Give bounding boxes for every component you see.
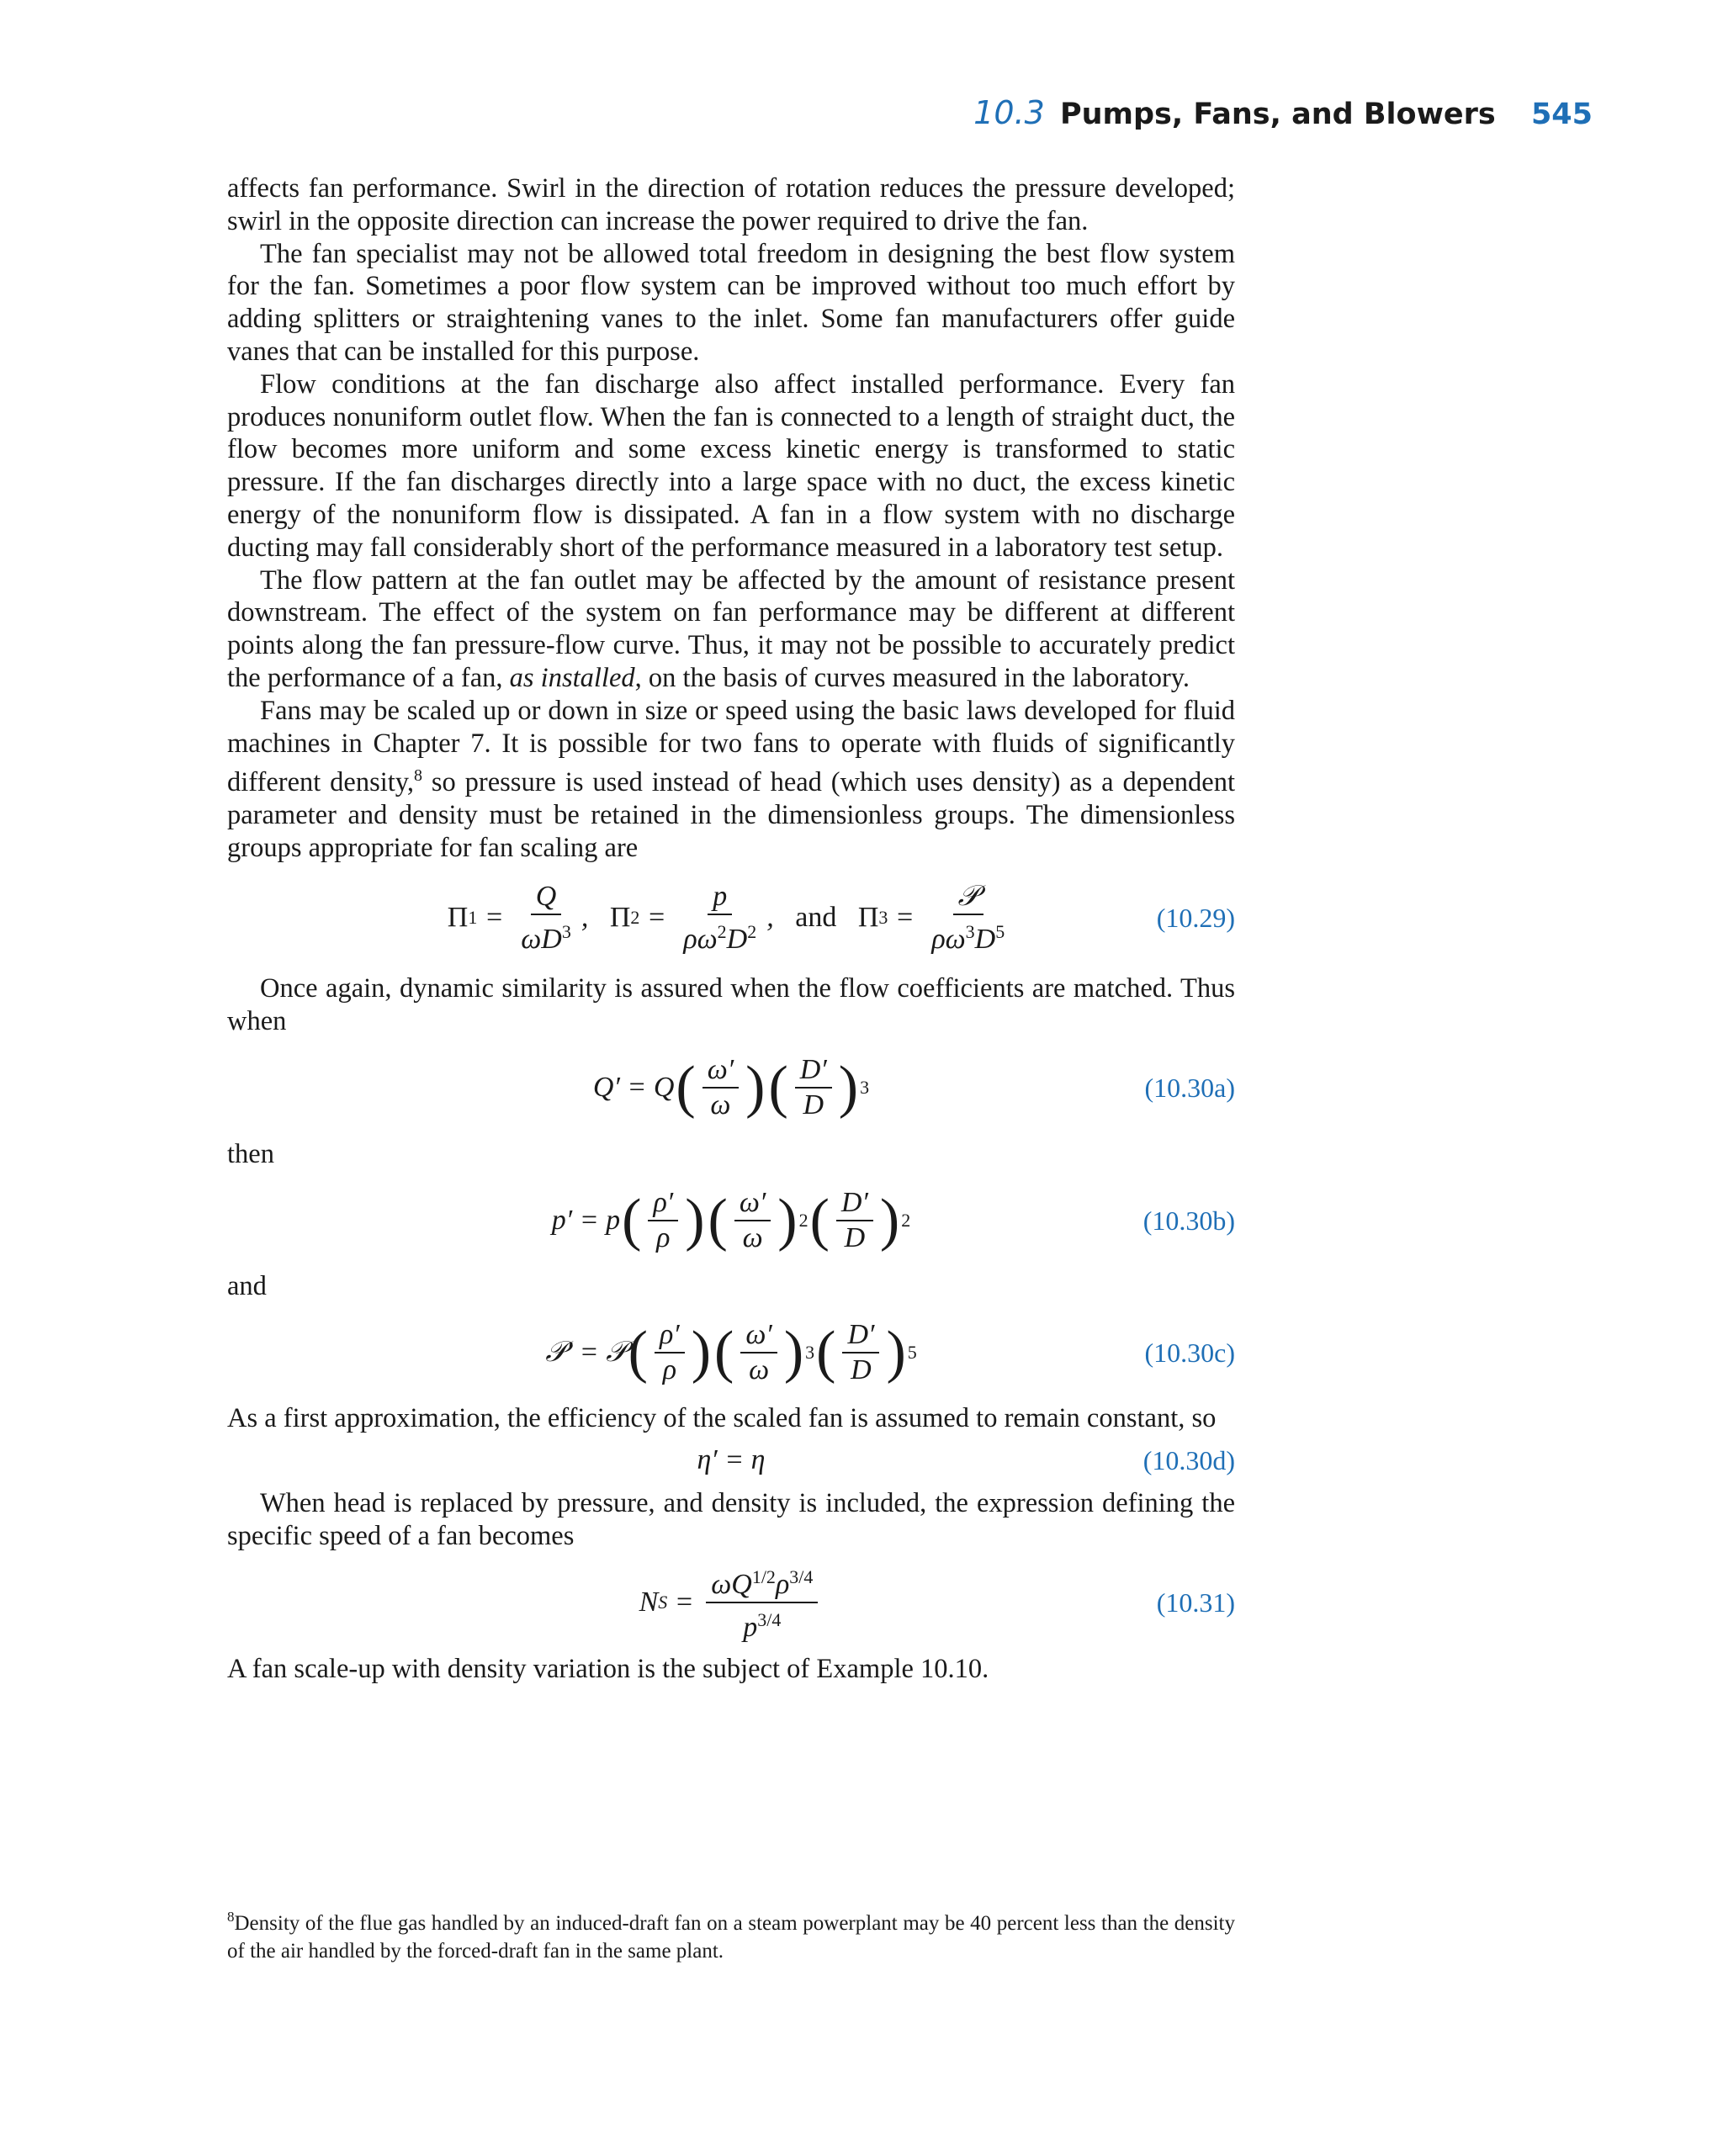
word-then: then: [227, 1139, 274, 1170]
equation-10-30d: [227, 1435, 1235, 1487]
section-title: Pumps, Fans, and Blowers: [1059, 98, 1496, 131]
equation-10-29: [227, 865, 1235, 972]
equation-number: (10.30c): [1144, 1337, 1235, 1368]
page-number: 545: [1530, 98, 1593, 131]
equation-number: (10.30a): [1144, 1072, 1235, 1103]
paragraph-4: The flow pattern at the fan outlet may be affected by the amount of resistance present downstream. The effect of the system on fan performance may be different at different points along the fan pressure-flow curve. Thus, it may not be possible to accurately predict the performance of a fan, as installed, on the basis of curves measured in the laboratory.: [227, 564, 1235, 693]
paragraph-2: The fan specialist may not be allowed total freedom in designing the best flow system for the fan. Sometimes a poor flow system can be improved without too much effort by adding splitters or straightening vanes to the inlet. Some fan manufacturers offer guide vanes that can be installed for this purpose.: [227, 238, 1235, 367]
equation-10-30d-math: η′ = η: [697, 1444, 766, 1476]
paragraph-1: affects fan performance. Swirl in the direction of rotation reduces the pressure developed; swirl in the opposite direction can increase the power required to drive the fan.: [227, 173, 1235, 236]
emphasis-as-installed: as installed: [509, 662, 635, 693]
paragraph-3: Flow conditions at the fan discharge also affect installed performance. Every fan produces nonuniform outlet flow. When the fan is connected to a length of straight duct, the flow becomes more uniform and some excess kinetic energy is transformed to static pressure. If the fan discharges directly into a large space with no duct, the excess kinetic energy of the nonuniform flow is dissipated. A fan in a flow system with no discharge ducting may fall considerably short of the performance measured in a laboratory test setup.: [227, 368, 1235, 563]
running-header: [973, 94, 1593, 131]
footnote-ref: 8: [414, 766, 423, 786]
equation-number: (10.30b): [1142, 1205, 1235, 1236]
equation-10-31: [227, 1552, 1235, 1653]
paragraph-9: A fan scale-up with density variation is the subject of Example 10.10.: [227, 1654, 989, 1685]
equation-and-word: and: [795, 902, 837, 934]
equation-10-29-math: Π 1 = $\frac{Q}{\omega D^3}$ , Π 2 = $\frac{p}{\rho\omega^2D^2}$ , and Π 3 = $\frac{\text{𝒫}}{\rho\omega^3D^5}$: [447, 881, 1005, 956]
section-number: 10.3: [973, 94, 1045, 131]
equation-10-30c: [227, 1303, 1235, 1402]
paragraph-6: Once again, dynamic similarity is assured when the flow coefficients are matched. Thus when: [227, 972, 1235, 1036]
equation-10-31-math: N S = $\frac{\omega Q^{1/2}\rho^{3/4}}{p^{3/4}}$: [639, 1560, 824, 1645]
word-and: and: [227, 1271, 267, 1302]
equation-10-30b-math: p′ = p ( $\frac{\rho'}{\rho}$ ) ( $\frac{\omega'}{\omega}$ ) 2 ( $\frac{D'}{D}$ ) 2: [551, 1187, 911, 1254]
equation-10-30a-math: Q′ = Q ( $\frac{\omega'}{\omega}$ ) ( $\frac{D'}{D}$ ) 3: [592, 1054, 870, 1121]
footnote: [227, 1903, 1235, 1965]
page-body: [227, 172, 1235, 1686]
equation-10-30c-math: 𝒫′ = 𝒫 ( $\frac{\rho'}{\rho}$ ) ( $\frac{\omega'}{\omega}$ ) 3 ( $\frac{D'}{D}$ ) 5: [545, 1318, 917, 1385]
equation-10-30b: [227, 1171, 1235, 1270]
equation-number: (10.29): [1156, 903, 1235, 934]
equation-number: (10.30d): [1142, 1445, 1235, 1476]
footnote-mark: 8: [227, 1909, 235, 1925]
paragraph-5: Fans may be scaled up or down in size or speed using the basic laws developed for fluid machines in Chapter 7. It is possible for two fans to operate with fluids of significantly different density,$^8$ so pressure is used instead of head (which uses density) as a dependent parameter and density must be retained in the dimensionless groups. The dimensionless groups appropriate for fan scaling are: [227, 695, 1235, 863]
equation-number: (10.31): [1156, 1587, 1235, 1618]
paragraph-8: When head is replaced by pressure, and density is included, the expression defining the specific speed of a fan becomes: [227, 1487, 1235, 1551]
footnote-text: Density of the flue gas handled by an induced-draft fan on a steam powerplant may be 40 percent less than the density of the air handled by the forced-draft fan in the same plant.: [227, 1912, 1235, 1963]
paragraph-7: As a first approximation, the efficiency of the scaled fan is assumed to remain constant, so: [227, 1402, 1217, 1433]
equation-10-30a: [227, 1037, 1235, 1138]
